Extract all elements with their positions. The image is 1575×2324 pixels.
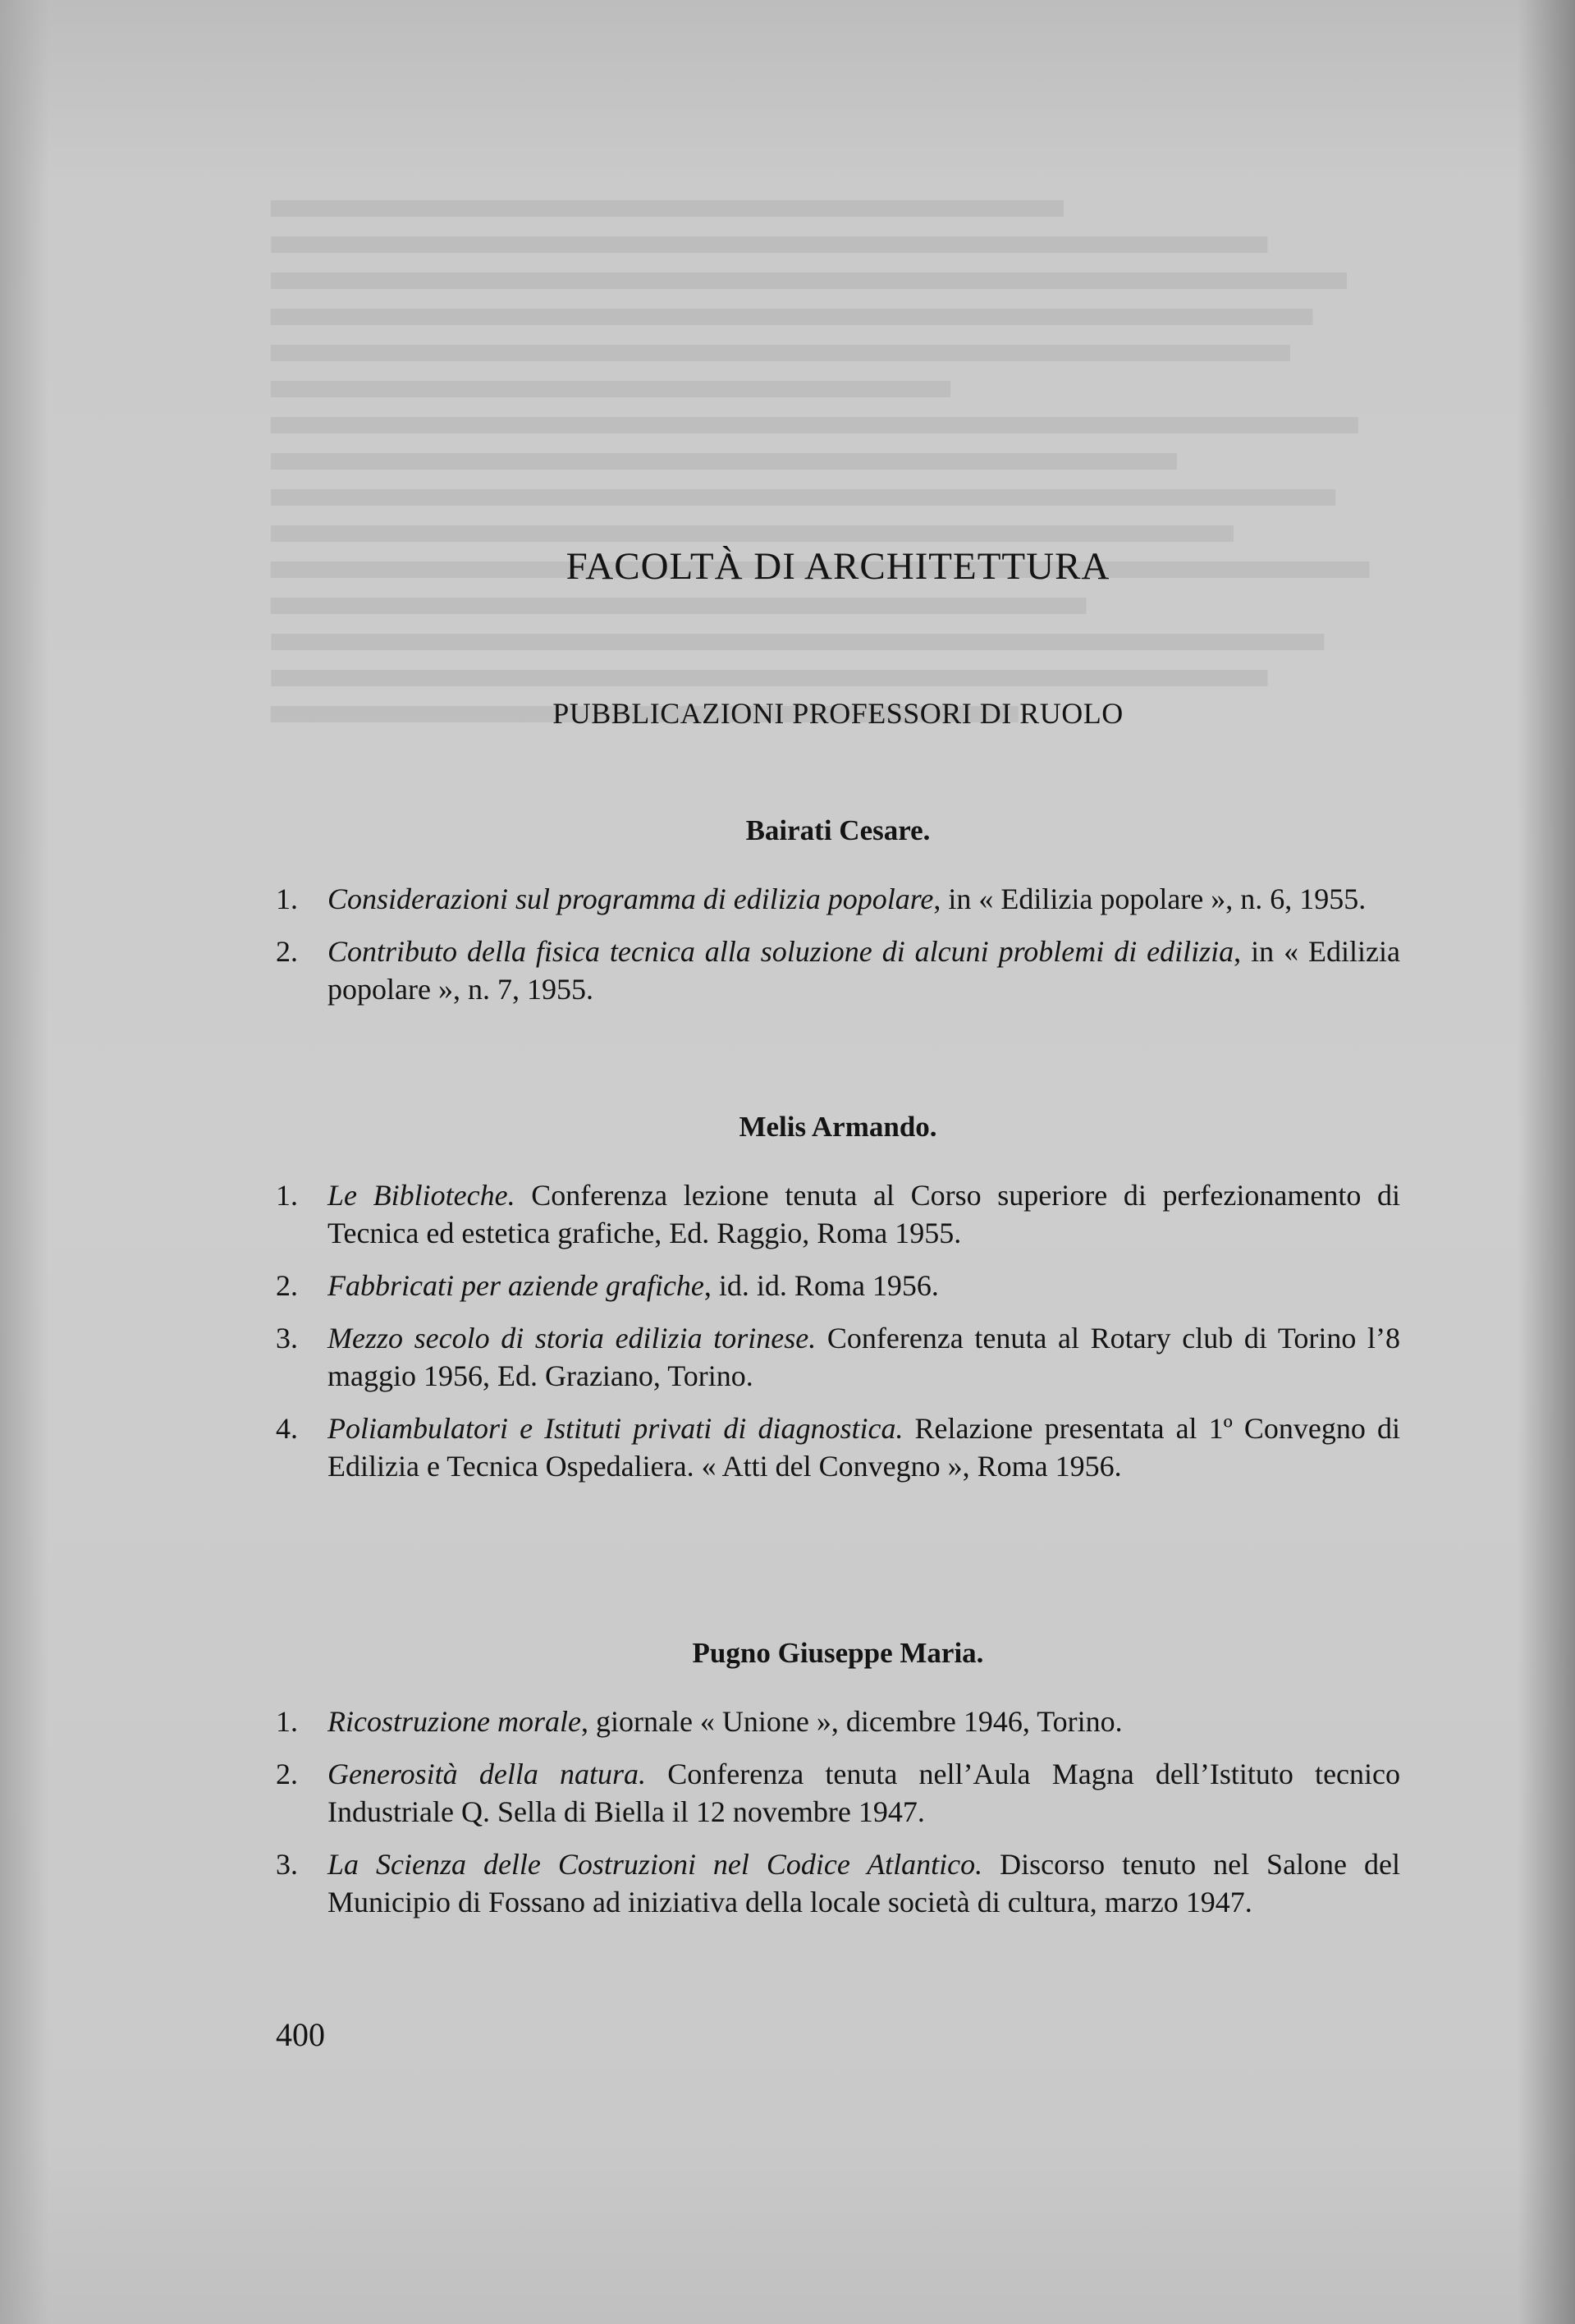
entry-details: , in « Edilizia popolare », n. 6, 1955. [933, 882, 1367, 915]
entry-details: Relazione presentata al 1º Convegno di Edilizia e Tecnica Ospedaliera. « Atti del Convegno », Roma 1956. [327, 1412, 1400, 1483]
entry-number: 2. [276, 935, 298, 968]
entry-number: 2. [276, 1758, 298, 1790]
entry-details: , in « Edilizia popolare », n. 7, 1955. [327, 935, 1400, 1006]
author-name: Bairati Cesare. [745, 814, 931, 846]
entry-details: Conferenza tenuta al Rotary club di Torino l’8 maggio 1956, Ed. Graziano, Torino. [327, 1322, 1400, 1392]
publication-entry [276, 1176, 1400, 1252]
entry-number: 4. [276, 1412, 298, 1445]
entry-title: Fabbricati per aziende grafiche [327, 1269, 704, 1302]
entry-number: 1. [276, 1705, 298, 1738]
entry-number: 1. [276, 882, 298, 915]
entry-details: Conferenza tenuta nell’Aula Magna dell’Istituto tecnico Industriale Q. Sella di Biella il 12 novembre 1947. [327, 1758, 1400, 1828]
publication-entry [276, 1410, 1400, 1485]
entry-number: 1. [276, 1179, 298, 1212]
publication-entry [276, 1755, 1400, 1831]
entry-title: Ricostruzione morale [327, 1705, 581, 1738]
entry-number: 3. [276, 1848, 298, 1881]
entry-title: La Scienza delle Costruzioni nel Codice Atlantico. [327, 1848, 983, 1881]
page-left-shadow [0, 0, 49, 2324]
publication-entry [276, 880, 1400, 918]
entry-details: Conferenza lezione tenuta al Corso superiore di perfezionamento di Tecnica ed estetica grafiche, Ed. Raggio, Roma 1955. [327, 1179, 1400, 1249]
entry-title: Generosità della natura. [327, 1758, 647, 1790]
author-name: Pugno Giuseppe Maria. [692, 1637, 984, 1669]
entry-title: Contributo della fisica tecnica alla soluzione di alcuni problemi di edilizia [327, 935, 1234, 968]
publication-entry [276, 933, 1400, 1008]
entry-number: 2. [276, 1269, 298, 1302]
publications-subheading: PUBBLICAZIONI PROFESSORI DI RUOLO [552, 697, 1124, 730]
author-section [276, 1111, 1400, 1500]
entry-title: Poliambulatori e Istituti privati di diagnostica. [327, 1412, 904, 1445]
entry-details: , id. id. Roma 1956. [703, 1269, 939, 1302]
author-section [276, 814, 1400, 1023]
faculty-heading: FACOLTÀ DI ARCHITETTURA [565, 545, 1110, 588]
entry-details: , giornale « Unione », dicembre 1946, Torino. [580, 1705, 1123, 1738]
entry-number: 3. [276, 1322, 298, 1355]
publication-entry [276, 1845, 1400, 1921]
author-name: Melis Armando. [739, 1111, 937, 1143]
publication-entry [276, 1267, 1400, 1304]
entry-details: Discorso tenuto nel Salone del Municipio di Fossano ad iniziativa della locale società di cultura, marzo 1947. [327, 1848, 1400, 1918]
entry-title: Le Biblioteche. [327, 1179, 515, 1212]
publication-entry [276, 1319, 1400, 1395]
author-section [276, 1637, 1400, 1936]
page-number: 400 [276, 2016, 325, 2053]
entry-title: Considerazioni sul programma di edilizia popolare [327, 882, 934, 915]
entry-title: Mezzo secolo di storia edilizia torinese. [327, 1322, 817, 1355]
page-right-shadow [1518, 0, 1575, 2324]
publication-entry [276, 1703, 1400, 1740]
